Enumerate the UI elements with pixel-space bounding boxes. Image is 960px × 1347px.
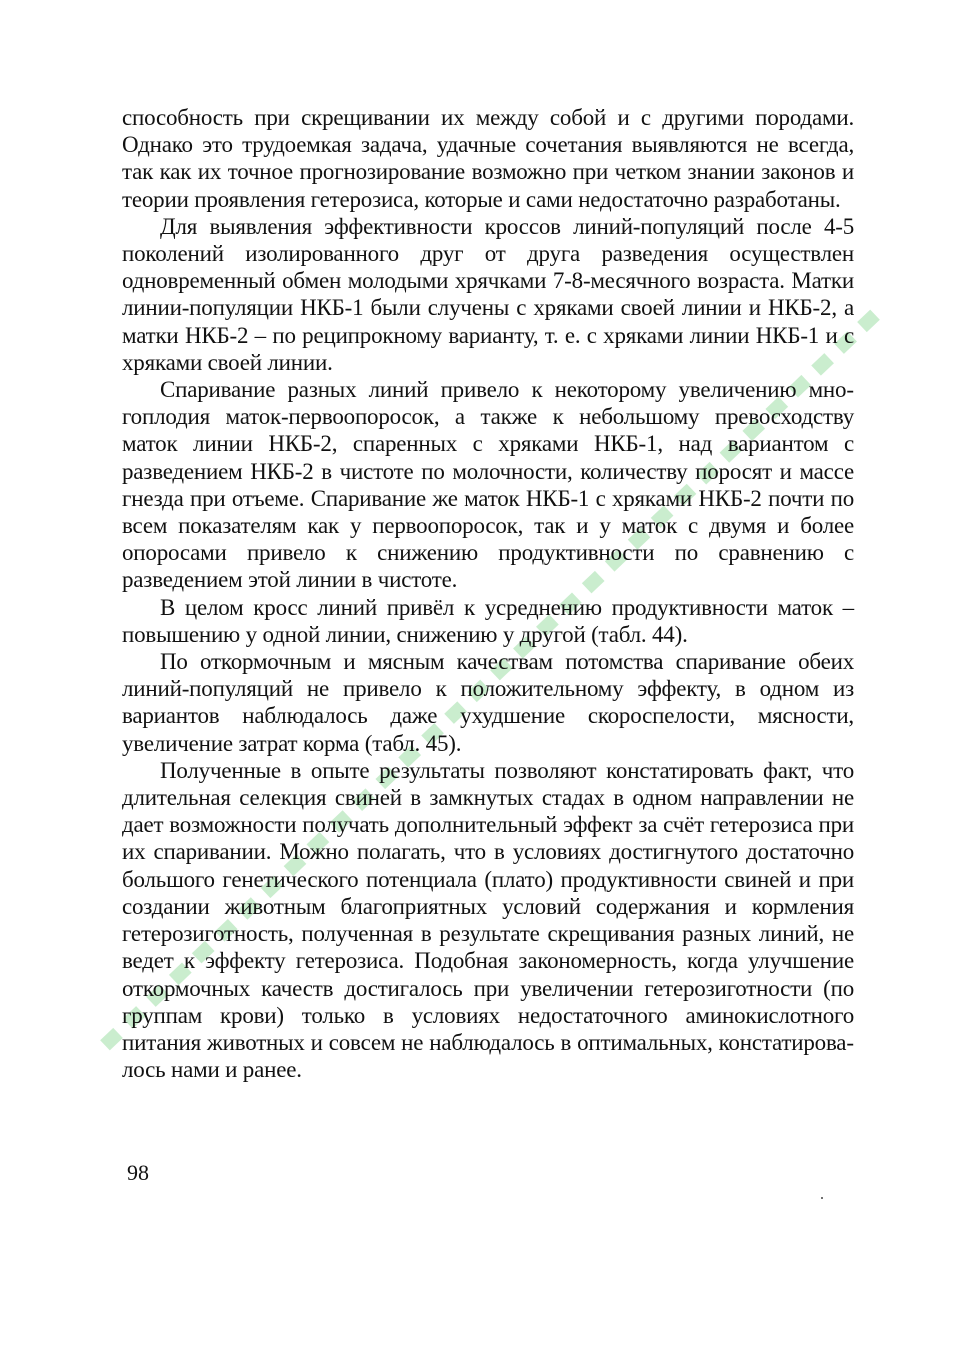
paragraph-3: Спаривание разных линий привело к некоторому увеличению многоплодия маток-первоопоросок, а также к небольшому превосходству маток линии НКБ-2, спаренных с хряками НКБ-1, над вариантом с разведением НКБ-2 в чистоте по молочности, количеству поросят и массе гнезда при отъеме. Спаривание же маток НКБ-1 с хряками НКБ-2 почти по всем показателям как у первоопоросок, так и у маток с двумя и более опоросами привело к снижению продуктивности по сравнению с разведением этой линии в чистоте. <box>122 377 854 593</box>
paragraph-2: Для выявления эффективности кроссов линий-популяций после 4-5 поколений изолированного друг от друга разведения осуществлен одновременный обмен молодыми хрячками 7-8-месячного возраста. Матки линии-популяции НКБ-1 были случены с хряками своей линии и НКБ-2, а матки НКБ-2 – по реципрокному варианту, т. е. с хряками линии НКБ-1 и с хряками своей линии. <box>122 213 854 375</box>
page-number: 98 <box>127 1160 149 1185</box>
paragraph-6: Полученные в опыте результаты позволяют констатировать факт, что длительная селекция свиней в замкнутых стадах в одном направлении не дает возможности получать дополнительный эффект за счёт гетерозиса при их спаривании. Можно полагать, что в условиях достигнутого достаточно большого генетического потенциала (плато) продуктивности свиней и при создании животным благоприятных условий содержания и кормления гетерозиготность, полученная в результате скрещивания разных линий, не ведет к эффекту гетерозиса. Подобная закономерность, когда улучшение откормочных качеств достигалось при увеличении гетерозиготности (по группам крови) только в условиях недостаточного аминокислотного питания животных и совсем не наблюдалось в оптимальных, констатировалось нами и ранее. <box>122 757 854 1083</box>
paragraph-4: В целом кросс линий привёл к усреднению продуктивности маток – повышению у одной линии, снижению у другой (табл. 44). <box>122 594 854 647</box>
paragraph-1: способность при скрещивании их между собой и с другими породами. Однако это трудоемкая задача, удачные сочетания выявляются не всегда, так как их точное прогнозирование возможно при четком знании законов и теории проявления гетерозиса, которые и сами недостаточно разработаны. <box>122 105 854 212</box>
body-text <box>122 104 854 1083</box>
paragraph-5: По откормочным и мясным качествам потомства спаривание обеих линий-популяций не привело к положительному эффекту, в одном из вариантов наблюдалось даже ухудшение скороспелости, мясности, увеличение затрат корма (табл. 45). <box>122 649 854 756</box>
watermark-dash <box>100 1028 123 1051</box>
watermark-dash <box>857 310 880 333</box>
scan-speck <box>821 1197 823 1199</box>
